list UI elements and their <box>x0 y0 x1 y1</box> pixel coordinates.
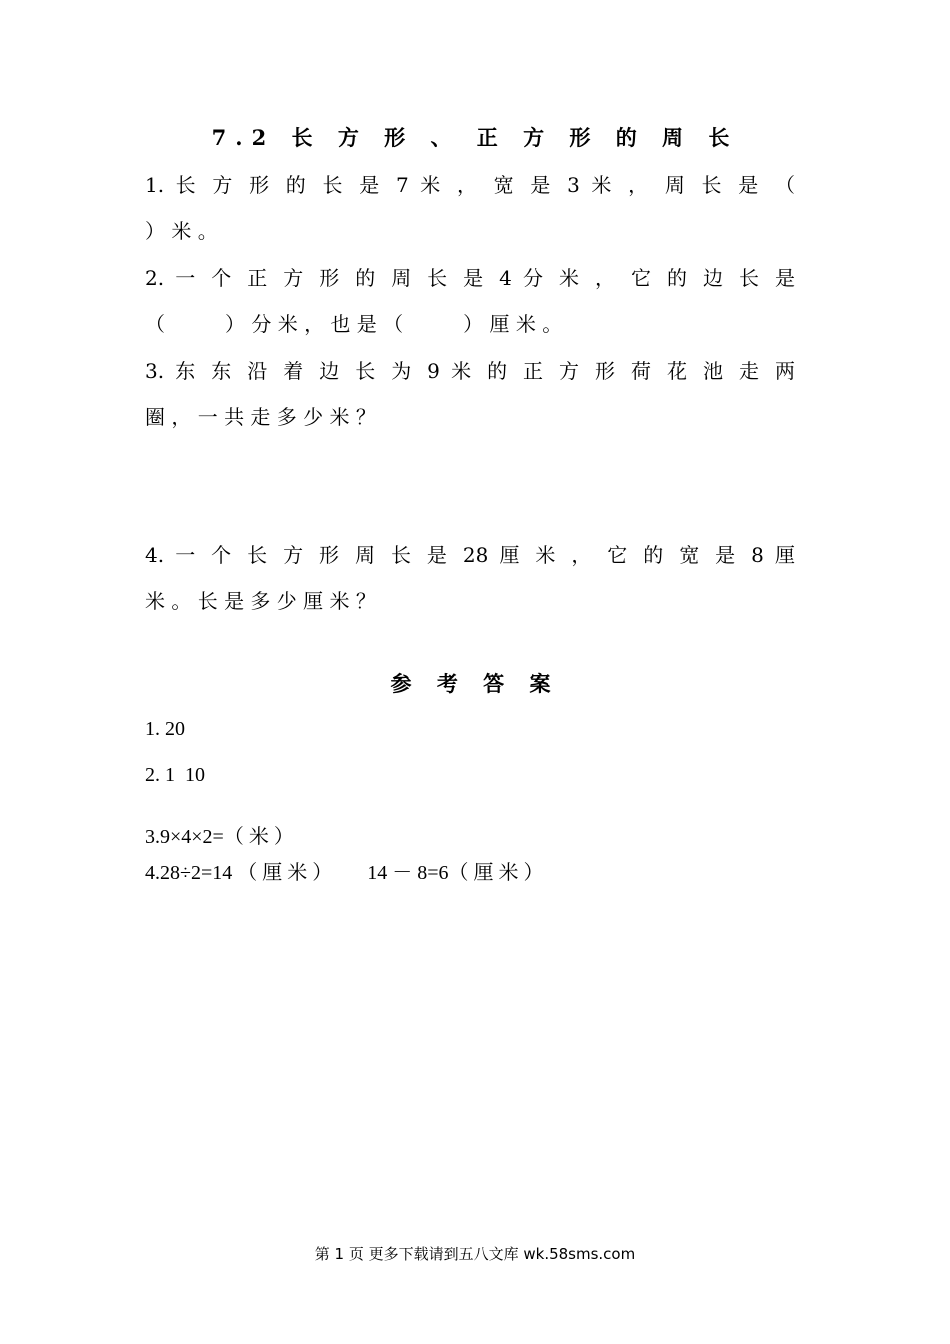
answer-1: 1. 20 <box>145 718 185 740</box>
answer-3: 3.9×4×2=（ 米 ） <box>145 826 294 848</box>
answer-2: 2. 1 10 <box>145 764 205 786</box>
answer-4: 4.28÷2=14 （ 厘 米 ） 14 － 8=6（ 厘 米 ） <box>145 862 544 884</box>
page-title: 7.2 长 方 形 、 正 方 形 的 周 长 <box>211 125 739 150</box>
question-4-line-1: 4. 一 个 长 方 形 周 长 是 28 厘 米 ， 它 的 宽 是 8 厘 <box>145 543 795 567</box>
question-1-line-1: 1. 长 方 形 的 长 是 7 米 ， 宽 是 3 米 ， 周 长 是 （ <box>145 173 795 197</box>
page-footer: 第 1 页 更多下载请到五八文库 wk.58sms.com <box>314 1245 636 1263</box>
question-4-line-2: 米 。 长 是 多 少 厘 米 ？ <box>145 589 376 613</box>
question-2-line-1: 2. 一 个 正 方 形 的 周 长 是 4 分 米 ， 它 的 边 长 是 <box>145 266 795 290</box>
question-4 <box>145 532 795 624</box>
question-1-line-2: ） 米 。 <box>145 219 218 243</box>
question-1 <box>145 162 795 254</box>
question-3-line-1: 3. 东 东 沿 着 边 长 为 9 米 的 正 方 形 荷 花 池 走 两 <box>145 359 795 383</box>
question-2-line-2: （ ） 分 米 ， 也 是 （ ） 厘 米 。 <box>145 312 563 336</box>
answer-section-title: 参 考 答 案 <box>390 671 560 696</box>
question-3-line-2: 圈 ， 一 共 走 多 少 米 ？ <box>145 405 376 429</box>
question-2 <box>145 255 795 347</box>
question-3 <box>145 348 795 440</box>
